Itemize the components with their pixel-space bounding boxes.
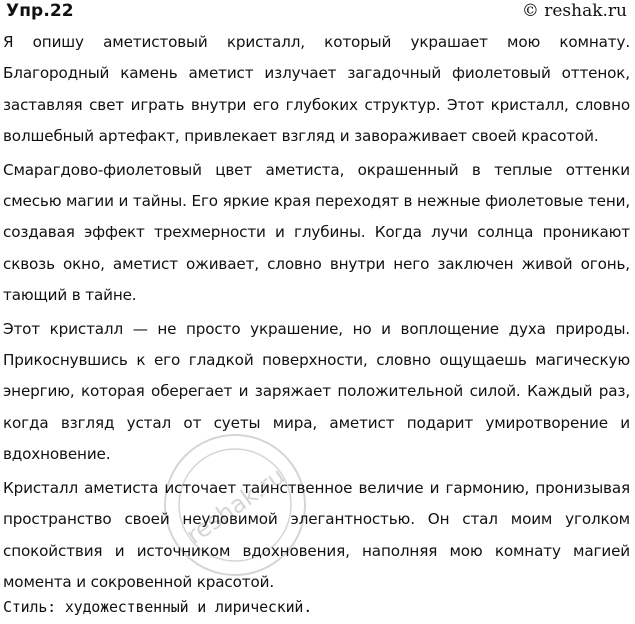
- style-line: Стиль: художественный и лирический.: [3, 598, 313, 616]
- header: [3, 0, 631, 26]
- paragraph-2: Смарагдово-фиолетовый цвет аметиста, окрашенный в теплые оттенки смесью магии и тайны. Его яркие края переходят в нежные фиолетовые тени, создавая эффект трехмерности и глубины. Когда лучи солнца проникают сквозь окно, аметист оживает, словно внутри него заключен живой огонь, тающий в тайне.: [3, 160, 630, 305]
- svg-text:reshak.ru: reshak.ru: [181, 461, 290, 550]
- paragraph-3: Этот кристалл — не просто украшение, но и воплощение духа природы. Прикоснувшись к его гладкой поверхности, словно ощущаешь магическую энергию, которая оберегает и заряжает положительной силой. Каждый раз, когда взгляд устал от суеты мира, аметист подарит умиротворение и вдохновение.: [3, 319, 630, 464]
- essay-text: [3, 27, 630, 600]
- exercise-title: Упр.22: [6, 1, 74, 21]
- source-label: © reshak.ru: [521, 1, 627, 21]
- paragraph-4: Кристалл аметиста источает таинственное величие и гармонию, пронизывая пространство своей неуловимой элегантностью. Он стал моим уголком спокойствия и источником вдохновения, наполняя мою комнату магией момента и сокровенной красотой.: [3, 478, 630, 591]
- paragraph-1: Я опишу аметистовый кристалл, который украшает мою комнату. Благородный камень аметист излучает загадочный фиолетовый оттенок, заставляя свет играть внутри его глубоких структур. Этот кристалл, словно волшебный артефакт, привлекает взгляд и завораживает своей красотой.: [3, 33, 630, 146]
